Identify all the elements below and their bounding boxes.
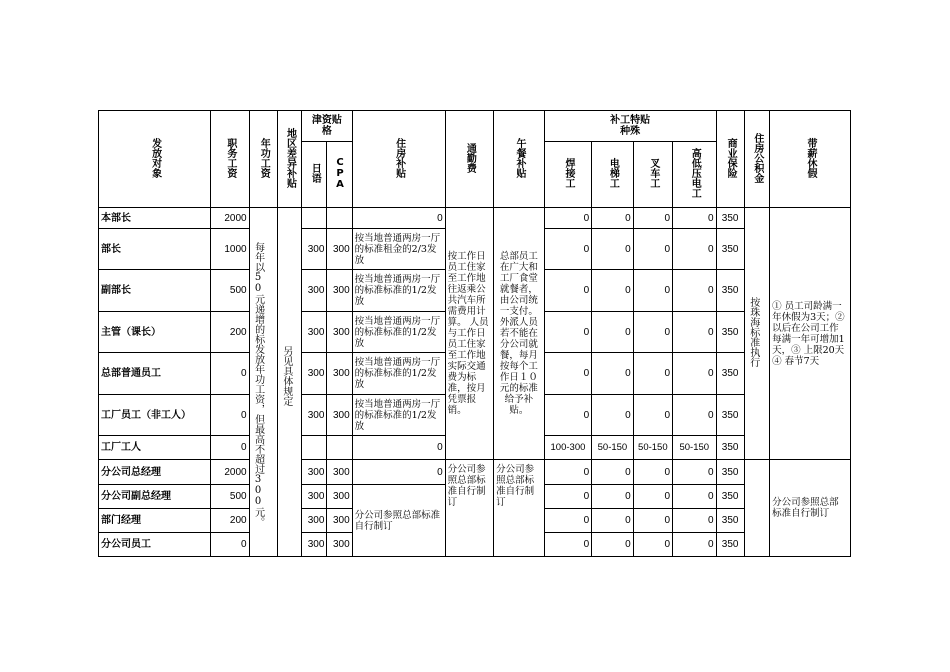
row-elev: 0 [592, 395, 633, 436]
row-name: 主管（课长） [99, 312, 211, 353]
row-cpa: 300 [327, 270, 352, 312]
row-salary: 0 [211, 436, 249, 460]
row-name: 分公司副总经理 [99, 485, 211, 509]
row-jp: 300 [302, 533, 327, 557]
row-elev: 0 [592, 353, 633, 395]
row-elec: 0 [673, 485, 716, 509]
row-fork: 0 [633, 509, 672, 533]
row-ins: 350 [716, 509, 744, 533]
row-fork: 0 [633, 533, 672, 557]
header-hvelectric: 高低压电工 [673, 142, 716, 208]
row-name: 总部普通员工 [99, 353, 211, 395]
header-target: 发放对象 [99, 111, 211, 208]
row-weld: 0 [544, 270, 592, 312]
row-elev: 0 [592, 509, 633, 533]
row-ins: 350 [716, 229, 744, 270]
row-elev: 0 [592, 485, 633, 509]
row-cpa: 300 [327, 485, 352, 509]
housing-cell: 0 [352, 460, 445, 485]
row-cpa: 300 [327, 229, 352, 270]
row-elev: 50-150 [592, 436, 633, 460]
row-salary: 2000 [211, 208, 249, 229]
row-jp: 300 [302, 353, 327, 395]
row-ins: 350 [716, 353, 744, 395]
row-cpa: 300 [327, 509, 352, 533]
header-welding: 焊接工 [544, 142, 592, 208]
row-fork: 0 [633, 312, 672, 353]
row-fork: 0 [633, 460, 672, 485]
row-ins: 350 [716, 395, 744, 436]
row-ins: 350 [716, 312, 744, 353]
seniority-merged: 每年以50元递增的标发放年功工资，但最高不超过300元。 [249, 208, 277, 557]
row-weld: 0 [544, 312, 592, 353]
row-elec: 0 [673, 460, 716, 485]
row-cpa [327, 436, 352, 460]
row-elec: 0 [673, 312, 716, 353]
header-leave: 带薪休假 [770, 111, 851, 208]
region-merged: 另见具体规定 [277, 208, 301, 557]
row-ins: 350 [716, 436, 744, 460]
table-row [99, 460, 851, 485]
row-salary: 2000 [211, 460, 249, 485]
row-fork: 0 [633, 395, 672, 436]
row-fork: 0 [633, 353, 672, 395]
row-elec: 0 [673, 395, 716, 436]
row-name: 本部长 [99, 208, 211, 229]
row-cpa: 300 [327, 353, 352, 395]
leave-branch: 分公司参照总部标准自行制订 [770, 460, 851, 557]
row-name: 分公司员工 [99, 533, 211, 557]
row-elev: 0 [592, 533, 633, 557]
row-weld: 100-300 [544, 436, 592, 460]
row-salary: 0 [211, 353, 249, 395]
row-cpa: 300 [327, 395, 352, 436]
row-elev: 0 [592, 460, 633, 485]
header-fund: 住房公积金 [744, 111, 769, 208]
row-salary: 0 [211, 533, 249, 557]
row-salary: 200 [211, 312, 249, 353]
row-weld: 0 [544, 208, 592, 229]
header-japanese: 日语 [302, 142, 327, 208]
row-salary: 1000 [211, 229, 249, 270]
row-elev: 0 [592, 312, 633, 353]
housing-cell: 按当地普通两房一厅的标准标准的1/2发放 [352, 312, 445, 353]
row-elec: 0 [673, 509, 716, 533]
row-salary: 500 [211, 485, 249, 509]
row-name: 工厂员工（非工人） [99, 395, 211, 436]
table-row [99, 208, 851, 229]
header-allowance-group: 津资贴格 [302, 111, 353, 142]
row-jp: 300 [302, 312, 327, 353]
benefits-table [98, 110, 851, 557]
header-region: 地区差异补贴 [277, 111, 301, 208]
commute-branch: 分公司参照总部标准自行制订 [445, 460, 494, 557]
row-jp: 300 [302, 460, 327, 485]
header-forklift: 叉车工 [633, 142, 672, 208]
row-weld: 0 [544, 229, 592, 270]
row-jp: 300 [302, 509, 327, 533]
housing-branch: 分公司参照总部标准自行制订 [352, 485, 445, 557]
row-ins: 350 [716, 208, 744, 229]
header-seniority: 年功工资 [249, 111, 277, 208]
row-fork: 0 [633, 485, 672, 509]
row-elec: 0 [673, 229, 716, 270]
header-housing: 住房补贴 [352, 111, 445, 208]
row-fork: 0 [633, 270, 672, 312]
row-cpa [327, 208, 352, 229]
row-elev: 0 [592, 229, 633, 270]
row-ins: 350 [716, 533, 744, 557]
row-name: 部长 [99, 229, 211, 270]
lunch-branch: 分公司参照总部标准自行制订 [494, 460, 545, 557]
housing-cell: 按当地普通两房一厅的标准租金的2/3发放 [352, 229, 445, 270]
row-name: 部门经理 [99, 509, 211, 533]
row-elec: 0 [673, 208, 716, 229]
row-elec: 0 [673, 533, 716, 557]
row-weld: 0 [544, 533, 592, 557]
row-ins: 350 [716, 270, 744, 312]
row-salary: 500 [211, 270, 249, 312]
row-jp [302, 436, 327, 460]
row-ins: 350 [716, 460, 744, 485]
housing-cell: 0 [352, 436, 445, 460]
header-salary: 职务工资 [211, 111, 249, 208]
row-cpa: 300 [327, 533, 352, 557]
row-weld: 0 [544, 485, 592, 509]
leave-merged: ① 员工司龄满一年休假为3天；②以后在公司工作每满一年可增加1天，③ 上限20天④ 春节7天 [770, 208, 851, 460]
row-elec: 0 [673, 353, 716, 395]
fund-merged: 按珠海标准执行 [744, 208, 769, 460]
row-jp [302, 208, 327, 229]
row-fork: 50-150 [633, 436, 672, 460]
row-elec: 0 [673, 270, 716, 312]
housing-cell: 0 [352, 208, 445, 229]
housing-cell: 按当地普通两房一厅的标准标准的1/2发放 [352, 270, 445, 312]
row-weld: 0 [544, 509, 592, 533]
row-name: 副部长 [99, 270, 211, 312]
row-jp: 300 [302, 229, 327, 270]
header-commute: 通勤费 [445, 111, 494, 208]
row-jp: 300 [302, 485, 327, 509]
row-salary: 200 [211, 509, 249, 533]
row-elev: 0 [592, 270, 633, 312]
row-fork: 0 [633, 229, 672, 270]
row-name: 分公司总经理 [99, 460, 211, 485]
row-weld: 0 [544, 395, 592, 436]
row-elev: 0 [592, 208, 633, 229]
fund-branch-blank [744, 460, 769, 557]
row-elec: 50-150 [673, 436, 716, 460]
header-lunch: 午餐补贴 [494, 111, 545, 208]
row-ins: 350 [716, 485, 744, 509]
row-name: 工厂工人 [99, 436, 211, 460]
row-weld: 0 [544, 353, 592, 395]
header-special-group: 补工特贴种殊 [544, 111, 716, 142]
row-jp: 300 [302, 270, 327, 312]
lunch-merged: 总部员工在广大和工厂食堂就餐者，由公司统一支付。 外派人员若不能在分公司就餐，每月按每个工作日１０元的标准给予补贴。 [494, 208, 545, 460]
row-fork: 0 [633, 208, 672, 229]
header-cpa: CPA [327, 142, 352, 208]
housing-cell: 按当地普通两房一厅的标准标准的1/2发放 [352, 395, 445, 436]
row-cpa: 300 [327, 312, 352, 353]
header-insurance: 商业保险 [716, 111, 744, 208]
header-elevator: 电梯工 [592, 142, 633, 208]
row-jp: 300 [302, 395, 327, 436]
housing-cell: 按当地普通两房一厅的标准标准的1/2发放 [352, 353, 445, 395]
row-weld: 0 [544, 460, 592, 485]
row-cpa: 300 [327, 460, 352, 485]
row-salary: 0 [211, 395, 249, 436]
commute-merged: 按工作日员工住家至工作地往返乘公共汽车所需费用计算。 人员与工作日员工住家至工作地实际交通费为标准，按月凭票报销。 [445, 208, 494, 460]
